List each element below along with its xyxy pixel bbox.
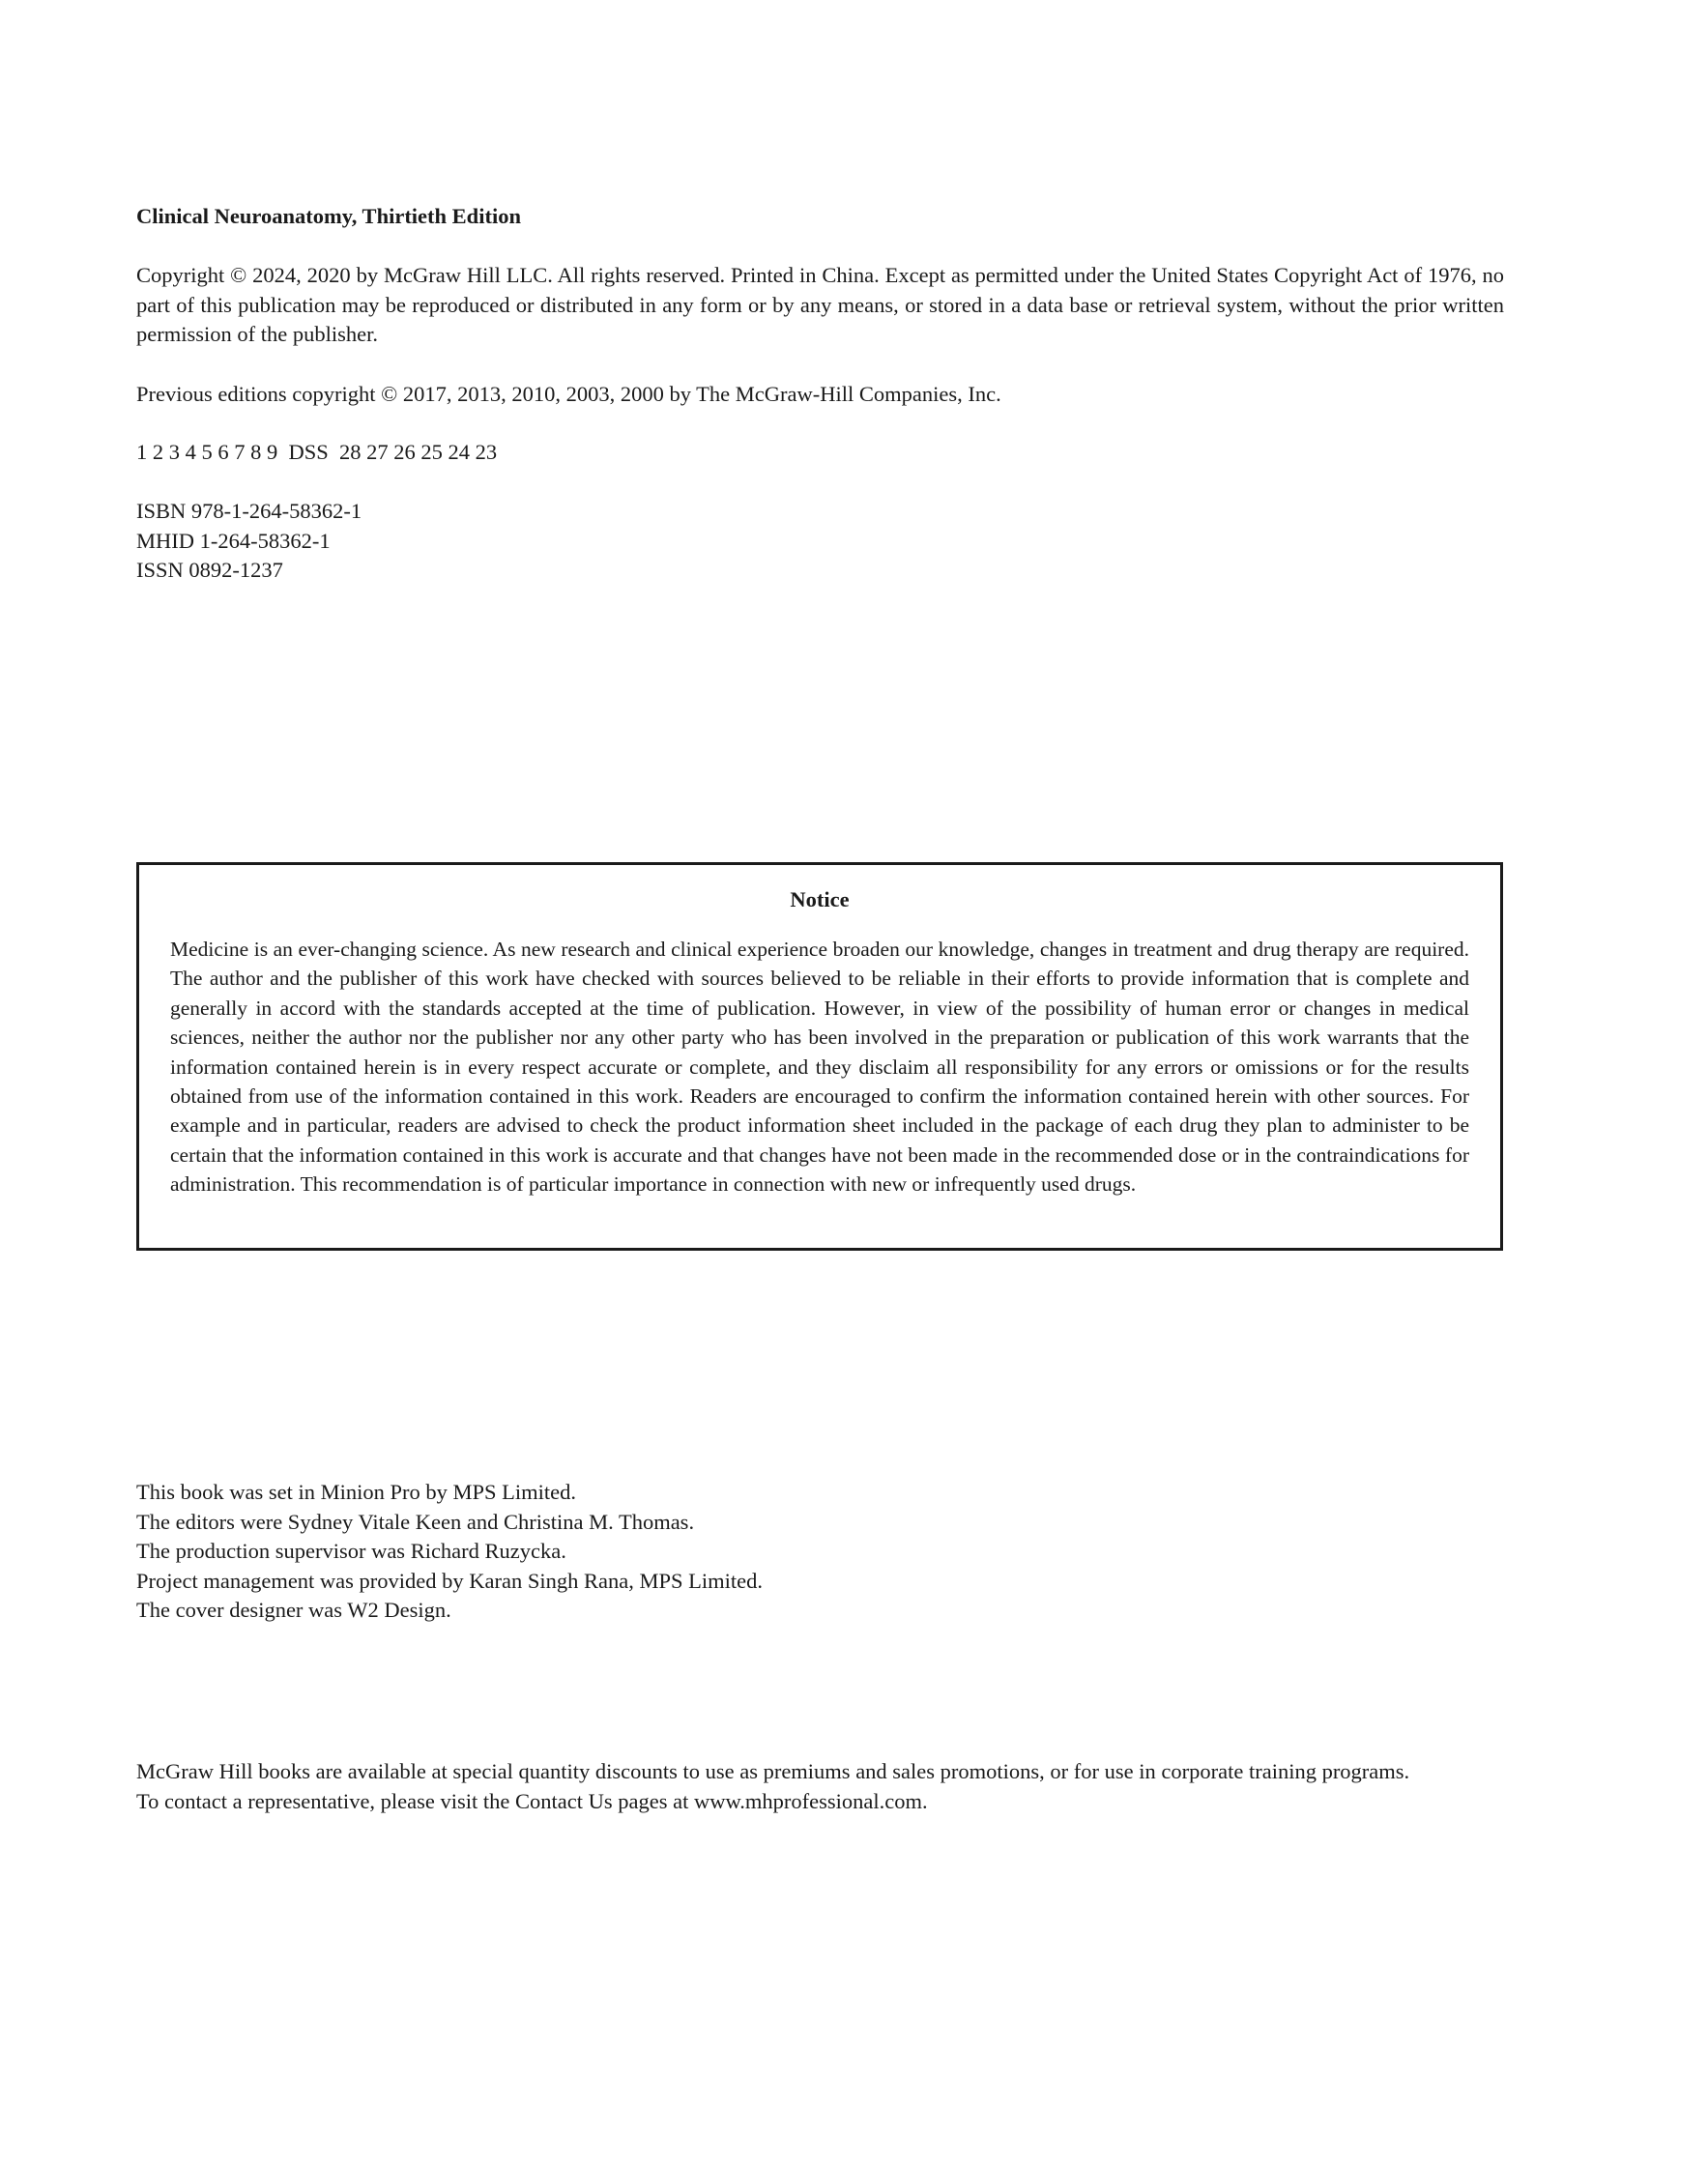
copyright-statement: Copyright © 2024, 2020 by McGraw Hill LLC. All rights reserved. Printed in China. Except as permitted under the United States Copyright Act of 1976, no part of this publication may be reproduced or distributed in any form or by any means, or stored in a data base or retrieval system, without the prior written permission of the publisher. — [136, 263, 1504, 346]
credit-line: The editors were Sydney Vitale Keen and Christina M. Thomas. — [136, 1509, 695, 1534]
issn: ISSN 0892-1237 — [136, 558, 283, 582]
credit-line: The cover designer was W2 Design. — [136, 1598, 451, 1622]
promo-line: McGraw Hill books are available at special quantity discounts to use as premiums and sales promotions, or for use in corporate training programs. — [136, 1759, 1410, 1783]
credit-line: This book was set in Minion Pro by MPS Limited. — [136, 1480, 577, 1504]
identifiers — [136, 497, 1504, 586]
notice-box — [136, 862, 1503, 1251]
print-line: 1 2 3 4 5 6 7 8 9 DSS 28 27 26 25 24 23 — [136, 440, 498, 464]
production-credits — [136, 1478, 1504, 1626]
isbn: ISBN 978-1-264-58362-1 — [136, 499, 362, 523]
credit-line: Project management was provided by Karan Singh Rana, MPS Limited. — [136, 1568, 764, 1593]
mhid: MHID 1-264-58362-1 — [136, 528, 331, 553]
sales-promotion-note — [136, 1757, 1504, 1816]
previous-editions: Previous editions copyright © 2017, 2013, 2010, 2003, 2000 by The McGraw-Hill Companies, Inc. — [136, 382, 1001, 406]
book-title: Clinical Neuroanatomy, Thirtieth Edition — [136, 204, 521, 228]
promo-line: To contact a representative, please visit the Contact Us pages at www.mhprofessional.com. — [136, 1788, 928, 1813]
notice-body: Medicine is an ever-changing science. As new research and clinical experience broaden our knowledge, changes in treatment and drug therapy are required. The author and the publisher of this work have checked with sources believed to be reliable in their efforts to provide information that is complete and generally in accord with the standards accepted at the time of publication. However, in view of the possibility of human error or changes in medical sciences, neither the author nor the publisher nor any other party who has been involved in the preparation or publication of this work warrants that the information contained herein is in every respect accurate or complete, and they disclaim all responsibility for any errors or omissions or for the results obtained from use of the information contained in this work. Readers are encouraged to confirm the information contained herein with other sources. For example and in particular, readers are advised to check the product information sheet included in the package of each drug they plan to administer to be certain that the information contained in this work is accurate and that changes have not been made in the recommended dose or in the contraindications for administration. This recommendation is of particular importance in connection with new or infrequently used drugs. — [170, 938, 1469, 1197]
notice-heading: Notice — [790, 887, 850, 911]
credit-line: The production supervisor was Richard Ruzycka. — [136, 1539, 566, 1563]
